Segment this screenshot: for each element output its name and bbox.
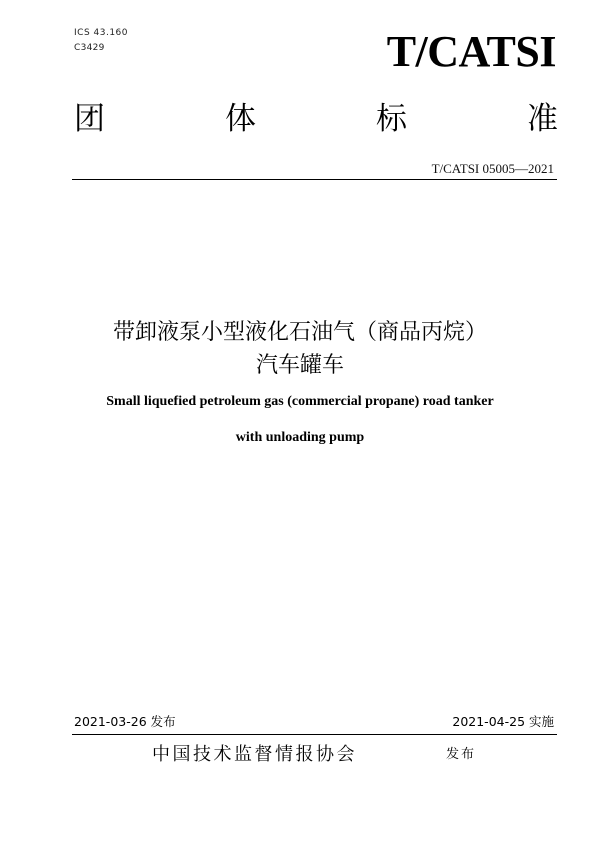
title-en-line-1: Small liquefied petroleum gas (commercial propane) road tanker [106, 394, 494, 409]
standard-type-char-2: 体 [225, 101, 256, 137]
title-cn-line-2: 汽车罐车 [255, 353, 344, 378]
standard-logo: T/CATSI [386, 27, 556, 76]
standard-type-char-3: 标 [376, 101, 407, 137]
ccs-code: C3429 [74, 43, 105, 53]
standard-type [74, 101, 558, 137]
standard-type-char-1: 团 [74, 101, 105, 137]
standard-type-char-4: 准 [527, 101, 558, 137]
ics-code: ICS 43.160 [74, 28, 129, 38]
title-en-line-2: with unloading pump [235, 430, 365, 445]
top-divider [72, 179, 557, 180]
implementation-date: 2021-04-25 实施 [452, 714, 554, 729]
bottom-divider [72, 734, 557, 735]
publish-label: 发布 [446, 747, 477, 762]
issuing-organization: 中国技术监督情报协会 [152, 744, 357, 765]
standard-number: T/CATSI 05005—2021 [431, 161, 554, 176]
issue-date: 2021-03-26 发布 [74, 714, 176, 729]
title-cn-line-1: 带卸液泵小型液化石油气（商品丙烷） [112, 320, 487, 345]
